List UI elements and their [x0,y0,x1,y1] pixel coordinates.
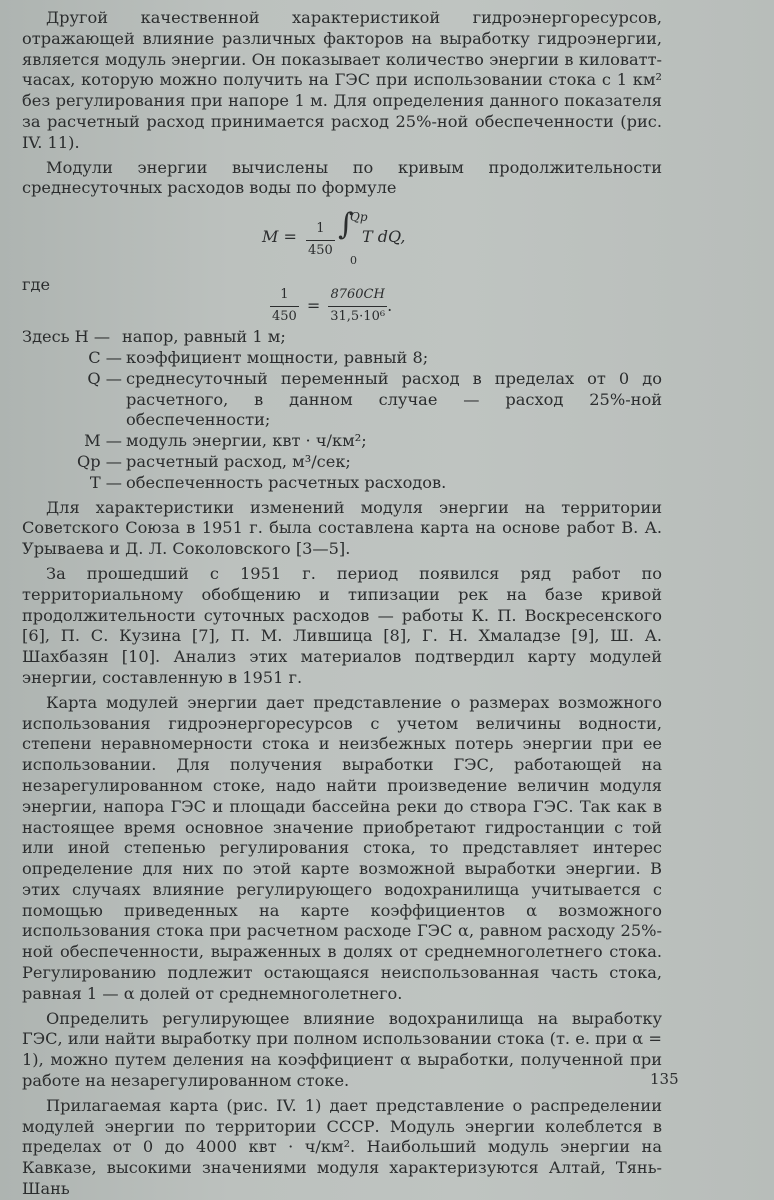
paragraph-1: Другой качественной характеристикой гидроэнергоресурсов, отражающей влияние различных факторов на выработку гидроэнергии, является модуль энергии. Он показывает количество энергии в киловатт-часах, которую можно получить на ГЭС при использовании стока с 1 км² без регулирования при напоре 1 м. Для определения данного показателя за расчетный расход принимается расход 25%-ной обеспеченности (рис. IV. 11). [22,8,662,152]
paragraph-5: Карта модулей энергии дает представление о размерах возможного использования гидроэнергоресурсов с учетом величины водности, степени неравномерности стока и неизбежных потерь энергии при ее использовании. Для получения выработки ГЭС, работающей на незарегулированном стоке, надо найти произведение величин модуля энергии, напора ГЭС и площади бассейна реки до створа ГЭС. Так как в настоящее время основное значение приобретают гидростанции с той или иной степенью регулирования стока, то представляет интерес определение для них по этой карте возможной выработки энергии. В этих случаях влияние регулирующего водохранилища учитывается с помощью приведенных на карте коэффициентов α возможного использования стока при расчетном расходе ГЭС α, равном расходу 25%-ной обеспеченности, выраженных в долях от среднемноголетнего стока. Регулированию подлежит остающаяся неиспользованная часть стока, равная 1 — α долей от среднемноголетнего. [22,692,662,1003]
paragraph-7: Прилагаемая карта (рис. IV. 1) дает представление о распределении модулей энергии по территории СССР. Модуль энергии колеблется в пределах от 0 до 4000 квт · ч/км². Наибольший модуль энергии на Кавказе, высокими значениями модуля характеризуются Алтай, Тянь-Шань [22,1095,662,1199]
fraction-denominator: 450 [308,242,333,258]
coef-lhs-fraction [270,285,299,328]
definition-row [22,348,662,369]
coef-lhs-numerator: 1 [270,285,299,307]
definition-text: среднесуточный переменный расход в пределах от 0 до расчетного, в данном случае — расход 25%-ной обеспеченности; [126,368,662,430]
coef-rhs-fraction [328,285,387,328]
definition-label: Qp — [77,451,122,471]
formula-lhs: M = [262,227,297,247]
definition-label: T — [89,472,122,492]
paragraph-6: Определить регулирующее влияние водохранилища на выработку ГЭС, или найти выработку при полном использовании стока (т. е. при α = 1), можно путем деления на коэффициент α выработки, полученной при работе на незарегулированном стоке. [22,1008,662,1091]
definition-row [22,452,662,473]
coef-rhs-numerator: 8760CH [328,285,387,307]
definition-row [22,431,662,452]
definition-label: Q — [87,368,122,388]
paragraph-2: Модули энергии вычислены по кривым продолжительности среднесуточных расходов воды по формуле [22,157,662,198]
definition-text: расчетный расход, м³/сек; [126,451,351,471]
formula-fraction [306,219,335,262]
definition-label: Здесь H — [22,327,111,347]
variable-definitions [22,327,662,493]
definition-label: C — [88,347,122,367]
integral-sign: ∫ [338,207,354,243]
integral-upper-limit: Qp [350,210,368,225]
where-word: где [22,275,51,295]
definition-text: напор, равный 1 м; [122,327,286,347]
paragraph-3: Для характеристики изменений модуля энергии на территории Советского Союза в 1951 г. была составлена карта на основе работ В. А. Урываева и Д. Л. Соколовского [3—5]. [22,497,662,559]
definition-text: коэффициент мощности, равный 8; [126,347,429,367]
formula-coefficient [22,273,662,325]
definition-row [22,327,662,348]
formula-period: . [387,295,393,315]
coefficient-equation [270,285,392,328]
definition-row [22,369,662,431]
page-text [22,8,662,1200]
definition-label: M — [84,431,122,451]
formula-energy-module [22,205,662,269]
page-number: 135 [650,1070,679,1088]
coef-rhs-denominator: 31,5·10⁶ [330,308,386,324]
definition-text: обеспеченность расчетных расходов. [126,472,447,492]
equals-sign: = [306,296,321,316]
fraction-numerator: 1 [306,219,335,241]
paragraph-4: За прошедший с 1951 г. период появился ряд работ по территориальному обобщению и типизации рек на базе кривой продолжительности суточных расходов — работы К. П. Воскресенского [6], П. С. Кузина [7], П. М. Лившица [8], Г. Н. Хмаладзе [9], Ш. А. Шахбазян [10]. Анализ этих материалов подтвердил карту модулей энергии, составленную в 1951 г. [22,563,662,687]
coef-lhs-denominator: 450 [272,308,297,324]
definition-text: модуль энергии, квт · ч/км²; [126,431,367,451]
definition-row [22,473,662,494]
integrand: T dQ, [362,227,406,247]
integral-lower-limit: 0 [350,254,357,268]
